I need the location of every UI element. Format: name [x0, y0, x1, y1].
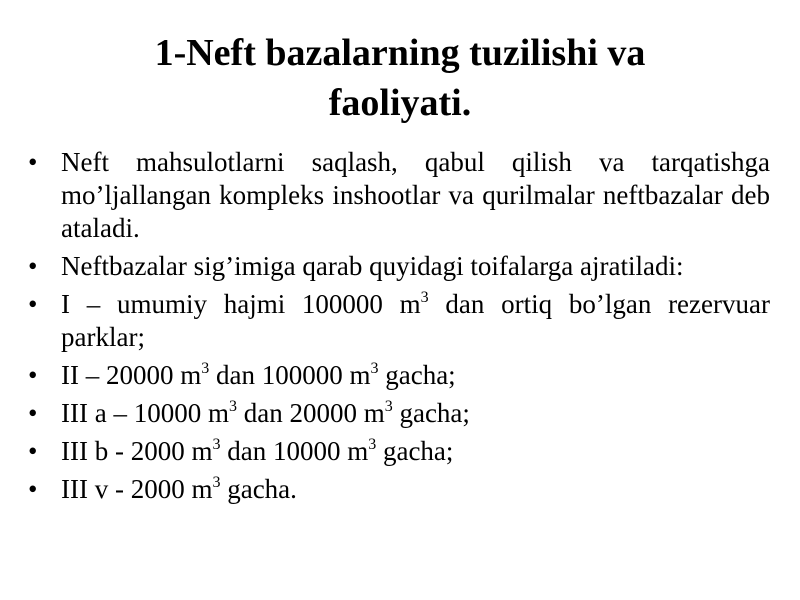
superscript: 3 — [228, 398, 237, 415]
bullet-text-mid: dan 20000 m — [236, 398, 385, 428]
bullet-text-pre: II – 20000 m — [61, 360, 202, 390]
bullet-dot-icon: • — [28, 436, 38, 466]
superscript: 3 — [212, 474, 221, 491]
bullet-text-post: gacha. — [220, 474, 297, 504]
bullet-item-4 — [28, 359, 770, 392]
bullet-dot-icon: • — [28, 398, 38, 428]
superscript: 3 — [370, 360, 379, 377]
bullet-item-2 — [28, 250, 770, 283]
superscript: 3 — [201, 360, 210, 377]
bullet-text-pre: I – umumiy hajmi 100000 m — [61, 289, 421, 319]
slide-title — [60, 28, 740, 128]
bullet-item-7 — [28, 473, 770, 506]
bullet-dot-icon: • — [28, 289, 38, 319]
bullet-text-pre: III v - 2000 m — [61, 474, 213, 504]
bullet-list — [28, 146, 770, 511]
bullet-dot-icon: • — [28, 251, 38, 281]
bullet-text-pre: III a – 10000 m — [61, 398, 229, 428]
superscript: 3 — [212, 436, 221, 453]
superscript: 3 — [384, 398, 393, 415]
bullet-item-3 — [28, 288, 770, 354]
bullet-text-post: dan ortiq bo’lgan rezervuar parklar; — [61, 289, 770, 352]
bullet-dot-icon: • — [28, 360, 38, 390]
bullet-text: Neftbazalar sig’imiga qarab quyidagi toifalarga ajratiladi: — [61, 251, 684, 281]
superscript: 3 — [368, 436, 377, 453]
slide-title-line-1: 1-Neft bazalarning tuzilishi va — [154, 32, 646, 74]
bullet-text-pre: III b - 2000 m — [61, 436, 213, 466]
bullet-item-6 — [28, 435, 770, 468]
bullet-text-post: gacha; — [376, 436, 454, 466]
bullet-dot-icon: • — [28, 474, 38, 504]
bullet-item-1 — [28, 146, 770, 245]
slide-title-line-2: faoliyati. — [328, 82, 472, 124]
bullet-text-post: gacha; — [392, 398, 470, 428]
bullet-text-post: gacha; — [378, 360, 456, 390]
bullet-dot-icon: • — [28, 147, 38, 177]
bullet-item-5 — [28, 397, 770, 430]
bullet-text-mid: dan 100000 m — [209, 360, 371, 390]
superscript: 3 — [420, 289, 429, 306]
bullet-text: Neft mahsulotlarni saqlash, qabul qilish va tarqatishga mo’ljallangan kompleks inshootlar va qurilmalar neftbazalar deb ataladi. — [61, 147, 770, 243]
bullet-text-mid: dan 10000 m — [220, 436, 369, 466]
